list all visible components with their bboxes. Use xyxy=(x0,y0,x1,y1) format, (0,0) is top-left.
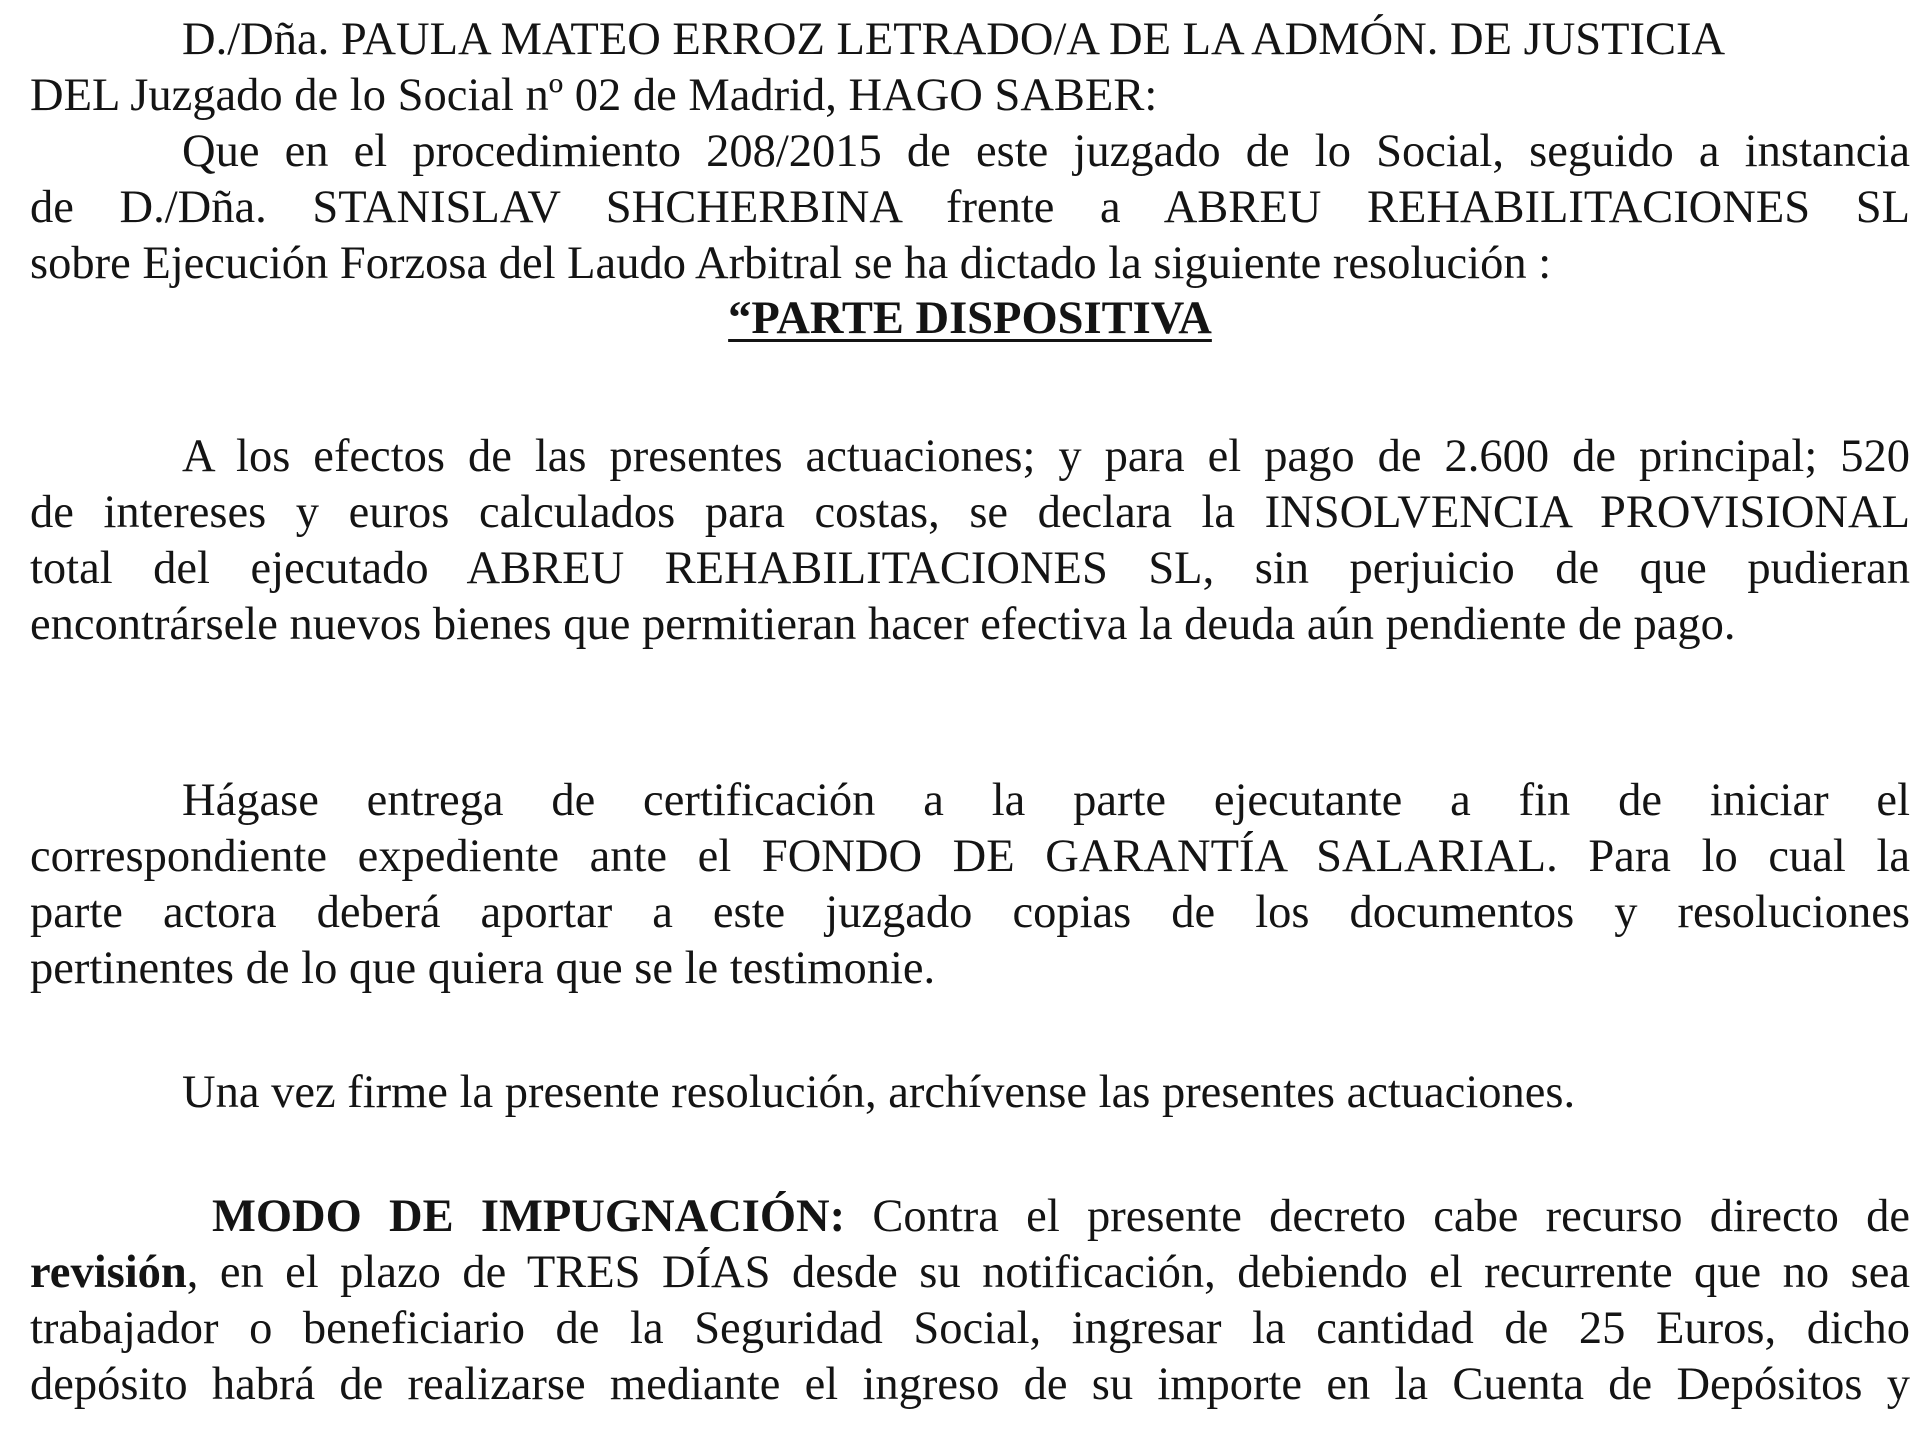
procedure-line-2: de D./Dña. STANISLAV SHCHERBINA frente a ABREU REHABILITACIONES SL xyxy=(30,182,1910,233)
certification-line-3: parte actora deberá aportar a este juzgado copias de los documentos y resoluciones xyxy=(30,887,1910,938)
revision-keyword: revisión xyxy=(30,1247,187,1298)
insolvency-line-3: total del ejecutado ABREU REHABILITACIONES SL, sin perjuicio de que pudieran xyxy=(30,543,1910,594)
procedure-line-3: sobre Ejecución Forzosa del Laudo Arbitral se ha dictado la siguiente resolución : xyxy=(30,238,1552,289)
insolvency-line-2: de intereses y euros calculados para costas, se declara la INSOLVENCIA PROVISIONAL xyxy=(30,487,1910,538)
archive-line: Una vez firme la presente resolución, archívense las presentes actuaciones. xyxy=(182,1067,1576,1118)
impugnation-line-3: trabajador o beneficiario de la Seguridad Social, ingresar la cantidad de 25 Euros, dicho xyxy=(30,1303,1910,1354)
document-page xyxy=(30,0,1910,1452)
impugnation-line-1 xyxy=(30,1189,1910,1245)
certification-line-2: correspondiente expediente ante el FONDO DE GARANTÍA SALARIAL. Para lo cual la xyxy=(30,831,1910,882)
certification-line-4: pertinentes de lo que quiera que se le testimonie. xyxy=(30,943,936,994)
insolvency-line-1: A los efectos de las presentes actuaciones; y para el pago de 2.600 de principal; 520 xyxy=(182,431,1910,482)
impugnation-line-4: depósito habrá de realizarse mediante el ingreso de su importe en la Cuenta de Depósitos y xyxy=(30,1359,1910,1410)
section-title: “PARTE DISPOSITIVA xyxy=(728,293,1212,344)
certification-line-1: Hágase entrega de certificación a la parte ejecutante a fin de iniciar el xyxy=(182,775,1910,826)
insolvency-line-4: encontrársele nuevos bienes que permitieran hacer efectiva la deuda aún pendiente de pago. xyxy=(30,599,1736,650)
impugnation-line-2 xyxy=(30,1245,1910,1301)
procedure-line-1: Que en el procedimiento 208/2015 de este juzgado de lo Social, seguido a instancia xyxy=(182,126,1910,177)
impugnation-heading: MODO DE IMPUGNACIÓN: xyxy=(212,1191,846,1242)
impugnation-line-1-text: Contra el presente decreto cabe recurso directo de xyxy=(845,1191,1910,1242)
impugnation-line-2-text: , en el plazo de TRES DÍAS desde su notificación, debiendo el recurrente que no sea xyxy=(186,1247,1910,1298)
intro-line-1: D./Dña. PAULA MATEO ERROZ LETRADO/A DE LA ADMÓN. DE JUSTICIA xyxy=(182,14,1726,65)
intro-line-2: DEL Juzgado de lo Social nº 02 de Madrid, HAGO SABER: xyxy=(30,70,1158,121)
